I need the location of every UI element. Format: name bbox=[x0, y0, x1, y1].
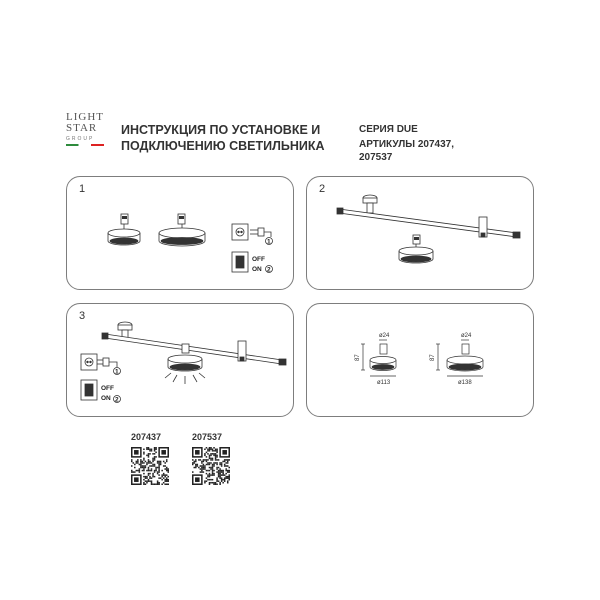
track-rail-drawing bbox=[337, 195, 520, 238]
step-1-circle-2: 2 bbox=[267, 266, 271, 274]
large-height: 87 bbox=[430, 354, 436, 361]
small-top-diameter: ø24 bbox=[379, 333, 390, 339]
dimensions-illustration bbox=[307, 304, 533, 416]
qr-label-207537: 207537 bbox=[192, 432, 223, 442]
step-2-panel bbox=[306, 176, 534, 290]
series-label: СЕРИЯ DUE bbox=[359, 124, 418, 135]
small-height: 87 bbox=[355, 354, 361, 361]
step-3-circle-1: 1 bbox=[115, 368, 119, 376]
logo-group: GROUP bbox=[66, 136, 95, 142]
title-line1: ИНСТРУКЦИЯ ПО УСТАНОВКЕ И bbox=[121, 123, 321, 137]
step-2-number: 2 bbox=[319, 183, 326, 195]
step-1-panel bbox=[66, 176, 294, 290]
logo-line2: STAR bbox=[66, 122, 98, 134]
qr-code-207437[interactable] bbox=[131, 447, 169, 485]
italian-flag-stripe bbox=[66, 144, 104, 146]
step-3-number: 3 bbox=[79, 310, 86, 322]
luminaire-being-mounted-drawing bbox=[399, 235, 433, 263]
articles-line2: 207537 bbox=[359, 152, 393, 163]
small-bottom-diameter: ø113 bbox=[377, 380, 391, 386]
dimensions-panel bbox=[306, 303, 534, 417]
large-bottom-diameter: ø138 bbox=[458, 380, 472, 386]
step-1-off-label: OFF bbox=[252, 256, 265, 263]
small-luminaire-dimension-drawing bbox=[361, 340, 396, 376]
articles-label bbox=[359, 138, 479, 164]
large-top-diameter: ø24 bbox=[461, 333, 472, 339]
step-1-illustration bbox=[67, 177, 293, 289]
step-1-on-label: ON bbox=[252, 266, 262, 273]
step-3-on-label: ON bbox=[101, 395, 111, 402]
step-1-number: 1 bbox=[79, 183, 86, 195]
step-3-panel bbox=[66, 303, 294, 417]
step-3-circle-2: 2 bbox=[115, 396, 119, 404]
articles-line1: АРТИКУЛЫ 207437, bbox=[359, 139, 454, 150]
large-luminaire-drawing bbox=[159, 214, 205, 246]
brand-logo bbox=[66, 112, 106, 158]
step-3-illustration bbox=[67, 304, 293, 416]
qr-code-207537[interactable] bbox=[192, 447, 230, 485]
title-line2: ПОДКЛЮЧЕНИЮ СВЕТИЛЬНИКА bbox=[121, 139, 325, 153]
large-luminaire-dimension-drawing bbox=[436, 340, 483, 376]
small-luminaire-drawing bbox=[108, 214, 140, 245]
step-1-circle-1: 1 bbox=[267, 238, 271, 246]
logo-line1: LIGHT bbox=[66, 111, 104, 123]
document-title bbox=[121, 122, 325, 154]
step-3-off-label: OFF bbox=[101, 385, 114, 392]
qr-label-207437: 207437 bbox=[131, 432, 162, 442]
step-2-illustration bbox=[307, 177, 533, 289]
